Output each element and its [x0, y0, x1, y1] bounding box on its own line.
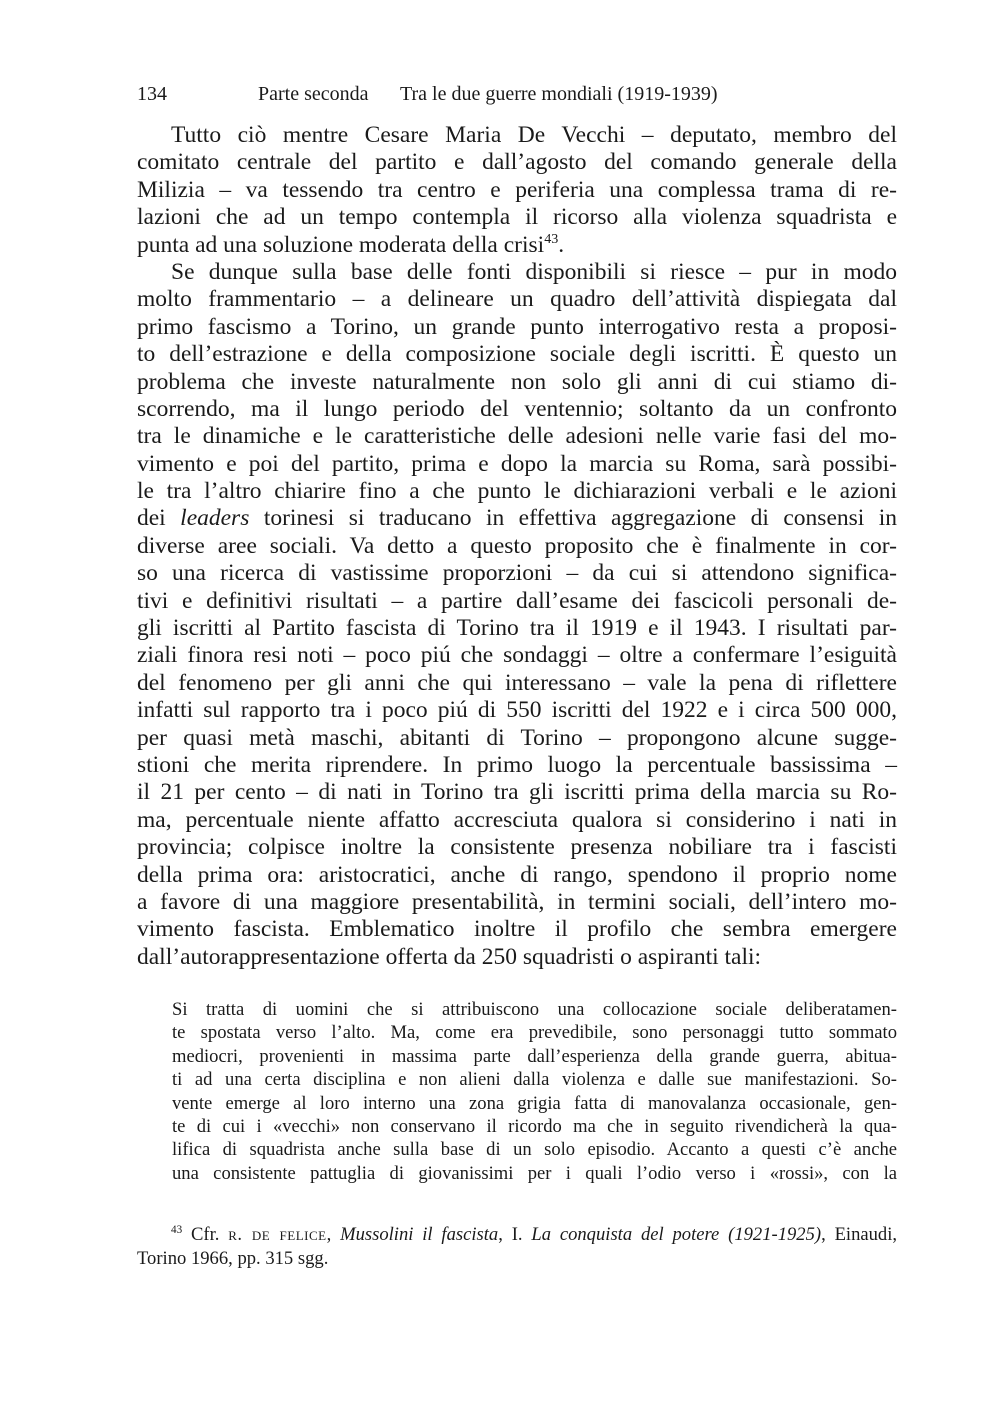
footnote-number: 43: [171, 1223, 183, 1236]
body-line: primo fascismo a Torino, un grande punto interrogativo resta a proposi-: [137, 313, 897, 340]
body-line: dall’autorappresentazione offerta da 250 squadristi o aspiranti tali:: [137, 943, 762, 970]
body-line: stioni che merita riprendere. In primo luogo la percentuale bassissima –: [137, 751, 897, 778]
quote-line: ti ad una certa disciplina e non alieni dalla violenza e dalle sue manifestazioni. So-: [172, 1069, 897, 1091]
body-line: ziali finora resi noti – poco piú che sondaggi – oltre a confermare l’esiguità: [137, 642, 897, 669]
quote-line: Si tratta di uomini che si attribuiscono una collocazione sociale deliberatamen-: [172, 999, 897, 1020]
body-line: il 21 per cento – di nati in Torino tra gli iscritti prima della marcia su Ro-: [137, 779, 897, 806]
body-line: Se dunque sulla base delle fonti disponibili si riesce – pur in modo: [171, 258, 897, 285]
body-line: punta ad una soluzione moderata della crisi$^{43}$.: [137, 230, 565, 258]
page-number: 134: [137, 83, 167, 105]
body-line: molto frammentario – a delineare un quadro dell’attività dispiegata dal: [137, 286, 897, 313]
body-line: le tra l’altro chiarire fino a che punto le dichiarazioni verbali e le azioni: [137, 478, 897, 505]
footnote-book-title: Mussolini il fascista: [340, 1224, 499, 1245]
body-line: per quasi metà maschi, abitanti di Torino – propongono alcune sugge-: [137, 724, 897, 751]
footnote-line: Torino 1966, pp. 315 sgg.: [137, 1248, 329, 1269]
body-line: diverse aree sociali. Va detto a questo proposito che è finalmente in cor-: [137, 532, 897, 559]
footnote-line: $^{43}$ Cfr. r. de felice, Mussolini il fascista, I. La conquista del potere (1921-1925), Einaudi,: [171, 1223, 898, 1245]
part-label: Parte seconda: [258, 83, 369, 105]
body-line: dei leaders torinesi si traducano in effettiva aggregazione di consensi in: [137, 505, 898, 532]
body-line: so una ricerca di vastissime proporzioni – da cui si attendono significa-: [137, 560, 897, 587]
body-line: infatti sul rapporto tra i poco piú di 550 iscritti del 1922 e i circa 500 000,: [137, 697, 897, 724]
body-line: Milizia – va tessendo tra centro e periferia una complessa trama di re-: [137, 176, 897, 203]
body-line: del fenomeno per gli anni che qui interessano – vale la pena di riflettere: [137, 669, 897, 696]
body-line: tivi e definitivi risultati – a partire dall’esame dei fascicoli personali de-: [137, 587, 897, 614]
body-line: vimento fascista. Emblematico inoltre il profilo che sembra emergere: [137, 916, 897, 943]
quote-line: una consistente pattuglia di giovanissimi per i quali l’odio verso i «rossi», con la: [172, 1162, 897, 1184]
quote-line: vente emerge al loro interno una zona grigia fatta di manovalanza occasionale, gen-: [172, 1092, 897, 1114]
body-line: problema che investe naturalmente non solo gli anni di cui stiamo di-: [137, 368, 897, 395]
quote-line: te spostata verso l’alto. Ma, come era prevedibile, sono personaggi tutto sommato: [172, 1022, 897, 1044]
body-line: Tutto ciò mentre Cesare Maria De Vecchi – deputato, membro del: [171, 122, 897, 148]
body-line: vimento e poi del partito, prima e dopo la marcia su Roma, sarà possibi-: [137, 450, 897, 477]
body-line: tra le dinamiche e le caratteristiche delle adesioni nelle varie fasi del mo-: [137, 423, 897, 450]
body-text: [137, 122, 897, 971]
body-line: comitato centrale del partito e dall’agosto del comando generale della: [137, 149, 897, 176]
quote-line: mediocri, provenienti in massima parte dall’esperienza della grande guerra, abitua-: [172, 1045, 897, 1067]
quote-line: te di cui i «vecchi» non conservano il ricordo ma che in seguito rivendicherà la qua-: [172, 1115, 897, 1137]
running-title: Tra le due guerre mondiali (1919-1939): [400, 83, 718, 105]
body-line: lazioni che ad un tempo contempla il ricorso alla violenza squadrista e: [137, 204, 897, 231]
footnote-author: r. de felice: [228, 1224, 327, 1245]
footnote-volume-title: La conquista del potere (1921-1925): [531, 1224, 822, 1245]
quote-line: lifica di squadrista anche sulla base di un solo episodio. Accanto a questi c’è anche: [172, 1139, 897, 1161]
body-line: gli iscritti al Partito fascista di Torino tra il 1919 e il 1943. I risultati par-: [137, 615, 897, 642]
running-head: [137, 79, 897, 109]
body-line: provincia; colpisce inoltre la consistente presenza nobiliare tra i fascisti: [137, 834, 897, 861]
block-quote: [172, 998, 897, 1185]
footnotes: [137, 1223, 897, 1271]
italic-leaders: leaders: [180, 505, 250, 532]
footnote-reference[interactable]: 43: [544, 230, 559, 247]
body-line: to dell’estrazione e della composizione sociale degli iscritti. È questo un: [137, 341, 897, 368]
body-line: della prima ora: aristocratici, anche di rango, spendono il proprio nome: [137, 861, 897, 888]
body-line: scorrendo, ma il lungo periodo del ventennio; soltanto da un confronto: [137, 395, 897, 422]
body-line: ma, percentuale niente affatto accresciuta qualora si considerino i nati in: [137, 806, 897, 833]
body-line: a favore di una maggiore presentabilità, in termini sociali, dell’intero mo-: [137, 888, 897, 915]
